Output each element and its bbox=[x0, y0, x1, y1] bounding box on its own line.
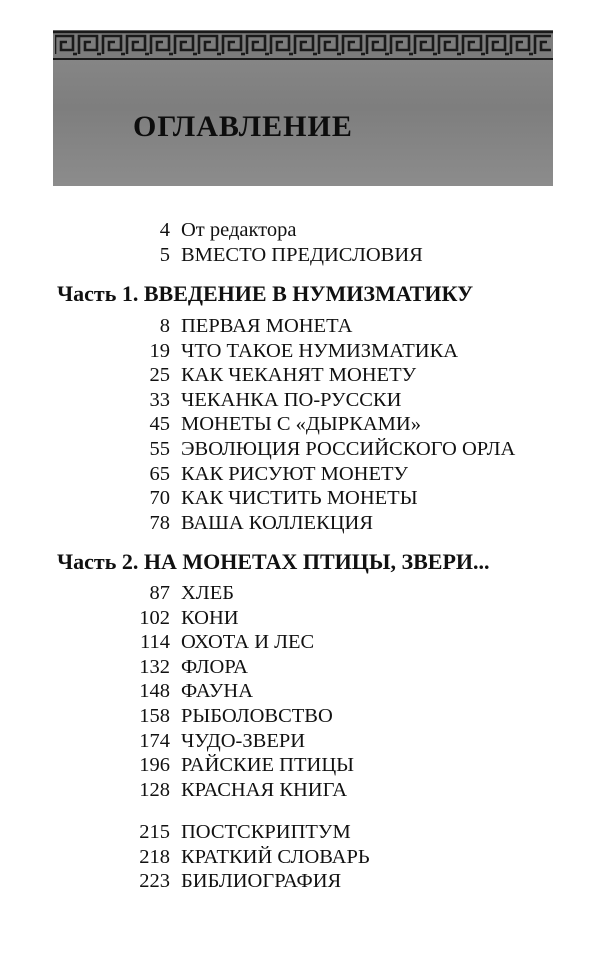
toc-entry bbox=[0, 845, 600, 870]
toc-entry-title: БИБЛИОГРАФИЯ bbox=[181, 870, 342, 893]
toc-part-2-list bbox=[0, 581, 600, 802]
toc-entry-title: КАК ЧЕКАНЯТ МОНЕТУ bbox=[181, 364, 417, 387]
toc-entry bbox=[0, 729, 600, 754]
toc-page-number: 5 bbox=[159, 243, 170, 266]
toc-page-number: 223 bbox=[139, 870, 170, 893]
toc-entry bbox=[0, 486, 600, 511]
toc-intro-list bbox=[0, 218, 600, 267]
toc-entry bbox=[0, 218, 600, 243]
toc-entry bbox=[0, 462, 600, 487]
toc-page-number: 8 bbox=[159, 315, 170, 337]
toc-entry bbox=[0, 339, 600, 364]
toc-entry-title: От редактора bbox=[181, 219, 297, 241]
toc-page-number: 215 bbox=[139, 821, 170, 843]
toc-page-number: 148 bbox=[139, 680, 170, 703]
toc-entry-title: ПЕРВАЯ МОНЕТА bbox=[181, 315, 353, 337]
toc-page-number: 70 bbox=[149, 487, 170, 510]
toc-entry bbox=[0, 869, 600, 894]
toc-page-number: 158 bbox=[139, 704, 170, 727]
toc-entry-title: ФЛОРА bbox=[181, 655, 248, 678]
toc-entry bbox=[0, 412, 600, 437]
toc-page-number: 196 bbox=[139, 754, 170, 777]
toc-entry-title: ОХОТА И ЛЕС bbox=[181, 631, 315, 654]
toc-entry bbox=[0, 820, 600, 845]
toc-page-number: 128 bbox=[139, 778, 170, 801]
toc-page-number: 132 bbox=[139, 655, 170, 678]
toc-entry bbox=[0, 511, 600, 536]
toc-entry-title: ХЛЕБ bbox=[181, 582, 235, 604]
toc-entry-title: КРАСНАЯ КНИГА bbox=[181, 778, 348, 801]
toc-entry-title: ЧУДО-ЗВЕРИ bbox=[181, 729, 306, 752]
toc-entry-title: КАК ЧИСТИТЬ МОНЕТЫ bbox=[181, 487, 418, 510]
toc-page-number: 19 bbox=[149, 339, 170, 362]
toc-entry bbox=[0, 581, 600, 606]
toc-entry-title: КОНИ bbox=[181, 606, 239, 629]
toc-entry bbox=[0, 243, 600, 268]
toc-entry bbox=[0, 314, 600, 339]
toc-page-number: 4 bbox=[159, 219, 170, 241]
toc-entry-title: ФАУНА bbox=[181, 680, 254, 703]
toc-entry bbox=[0, 679, 600, 704]
toc-entry bbox=[0, 778, 600, 803]
header-banner bbox=[53, 30, 553, 186]
toc-appendix-list bbox=[0, 820, 600, 894]
toc-entry-title: МОНЕТЫ С «ДЫРКАМИ» bbox=[181, 413, 421, 436]
toc-page-number: 102 bbox=[139, 606, 170, 629]
greek-key-border-ornament bbox=[53, 30, 553, 60]
toc-entry bbox=[0, 630, 600, 655]
toc-page-number: 218 bbox=[139, 845, 170, 868]
toc-page-number: 87 bbox=[149, 582, 170, 604]
toc-page-number: 33 bbox=[149, 388, 170, 411]
toc-entry-title: ВМЕСТО ПРЕДИСЛОВИЯ bbox=[181, 243, 423, 266]
toc-entry bbox=[0, 437, 600, 462]
toc-page-number: 25 bbox=[149, 364, 170, 387]
toc-entry-title: ПОСТСКРИПТУМ bbox=[181, 821, 351, 843]
toc-entry bbox=[0, 388, 600, 413]
toc-entry bbox=[0, 363, 600, 388]
toc-entry-title: РЫБОЛОВСТВО bbox=[181, 704, 333, 727]
toc-page-number: 114 bbox=[140, 631, 170, 654]
part-2-heading: Часть 2. НА МОНЕТАХ ПТИЦЫ, ЗВЕРИ... bbox=[57, 549, 490, 574]
toc-entry-title: ЧТО ТАКОЕ НУМИЗМАТИКА bbox=[181, 339, 459, 362]
toc-entry bbox=[0, 704, 600, 729]
toc-entry-title: ЧЕКАНКА ПО-РУССКИ bbox=[181, 388, 402, 411]
toc-entry-title: КАК РИСУЮТ МОНЕТУ bbox=[181, 462, 409, 485]
toc-entry bbox=[0, 753, 600, 778]
toc-entry bbox=[0, 606, 600, 631]
toc-page-number: 55 bbox=[149, 437, 170, 460]
toc-page-number: 45 bbox=[149, 413, 170, 436]
part-1-heading: Часть 1. ВВЕДЕНИЕ В НУМИЗМАТИКУ bbox=[57, 281, 474, 306]
toc-entry-title: ВАША КОЛЛЕКЦИЯ bbox=[181, 511, 374, 534]
toc-page-number: 65 bbox=[149, 462, 170, 485]
page-title: ОГЛАВЛЕНИЕ bbox=[133, 110, 353, 143]
toc-entry bbox=[0, 655, 600, 680]
toc-page-number: 174 bbox=[139, 729, 170, 752]
toc-entry-title: РАЙСКИЕ ПТИЦЫ bbox=[181, 754, 354, 777]
toc-page-number: 78 bbox=[149, 511, 170, 534]
toc-part-1-list bbox=[0, 314, 600, 535]
toc-entry-title: ЭВОЛЮЦИЯ РОССИЙСКОГО ОРЛА bbox=[181, 437, 516, 460]
toc-entry-title: КРАТКИЙ СЛОВАРЬ bbox=[181, 845, 370, 868]
